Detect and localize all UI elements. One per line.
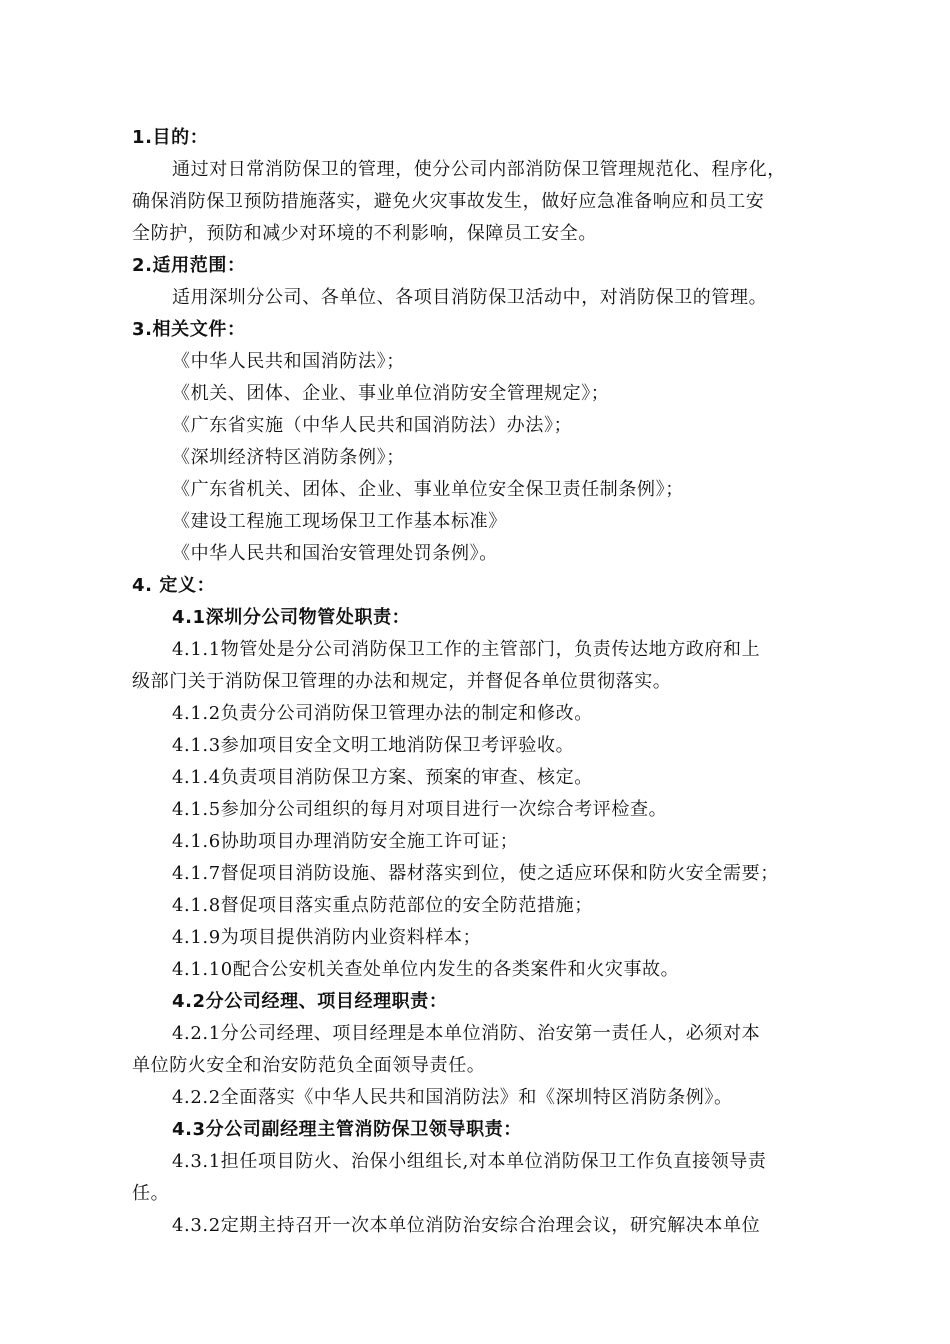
subsection-heading: 4.1深圳分公司物管处职责：	[172, 607, 411, 628]
clause-line: 任。	[132, 1183, 170, 1204]
clause-line: 4.1.7督促项目消防设施、器材落实到位，使之适应环保和防火安全需要；	[172, 863, 779, 884]
clause-line: 4.2.2全面落实《中华人民共和国消防法》和《深圳特区消防条例》。	[172, 1087, 733, 1108]
clause-line: 4.1.3参加项目安全文明工地消防保卫考评验收。	[172, 735, 575, 756]
subsection-heading: 4.3分公司副经理主管消防保卫领导职责：	[172, 1119, 522, 1140]
section-heading-scope: 2.适用范围：	[132, 255, 246, 276]
clause-line: 4.3.1担任项目防火、治保小组组长,对本单位消防保卫工作负直接领导责	[172, 1151, 767, 1172]
paragraph-line: 确保消防保卫预防措施落实，避免火灾事故发生，做好应急准备响应和员工安	[132, 191, 765, 212]
clause-line: 4.1.4负责项目消防保卫方案、预案的审查、核定。	[172, 767, 593, 788]
clause-line: 4.1.8督促项目落实重点防范部位的安全防范措施；	[172, 895, 593, 916]
paragraph-line: 通过对日常消防保卫的管理，使分公司内部消防保卫管理规范化、程序化，	[172, 159, 786, 180]
reference-item: 《建设工程施工现场保卫工作基本标准》	[172, 511, 507, 532]
clause-line: 级部门关于消防保卫管理的办法和规定，并督促各单位贯彻落实。	[132, 671, 672, 692]
clause-line: 4.3.2定期主持召开一次本单位消防治安综合治理会议，研究解决本单位	[172, 1215, 761, 1236]
reference-item: 《深圳经济特区消防条例》；	[172, 447, 405, 468]
clause-line: 4.1.10配合公安机关查处单位内发生的各类案件和火灾事故。	[172, 959, 680, 980]
clause-line: 单位防火安全和治安防范负全面领导责任。	[132, 1055, 486, 1076]
reference-item: 《中华人民共和国消防法》；	[172, 351, 405, 372]
reference-item: 《广东省实施（中华人民共和国消防法）办法》；	[172, 415, 573, 436]
subsection-heading: 4.2分公司经理、项目经理职责：	[172, 991, 448, 1012]
section-heading-definitions: 4. 定义：	[132, 575, 216, 596]
reference-item: 《广东省机关、团体、企业、事业单位安全保卫责任制条例》；	[172, 479, 684, 500]
clause-line: 4.1.5参加分公司组织的每月对项目进行一次综合考评检查。	[172, 799, 668, 820]
clause-line: 4.2.1分公司经理、项目经理是本单位消防、治安第一责任人，必须对本	[172, 1023, 761, 1044]
clause-line: 4.1.2负责分公司消防保卫管理办法的制定和修改。	[172, 703, 593, 724]
paragraph-line: 全防护，预防和减少对环境的不利影响，保障员工安全。	[132, 223, 597, 244]
clause-line: 4.1.1物管处是分公司消防保卫工作的主管部门，负责传达地方政府和上	[172, 639, 761, 660]
clause-line: 4.1.9为项目提供消防内业资料样本；	[172, 927, 482, 948]
clause-line: 4.1.6协助项目办理消防安全施工许可证；	[172, 831, 519, 852]
reference-item: 《机关、团体、企业、事业单位消防安全管理规定》；	[172, 383, 610, 404]
section-heading-purpose: 1.目的：	[132, 127, 209, 148]
reference-item: 《中华人民共和国治安管理处罚条例》。	[172, 543, 498, 564]
section-heading-references: 3.相关文件：	[132, 319, 246, 340]
paragraph-line: 适用深圳分公司、各单位、各项目消防保卫活动中，对消防保卫的管理。	[172, 287, 768, 308]
